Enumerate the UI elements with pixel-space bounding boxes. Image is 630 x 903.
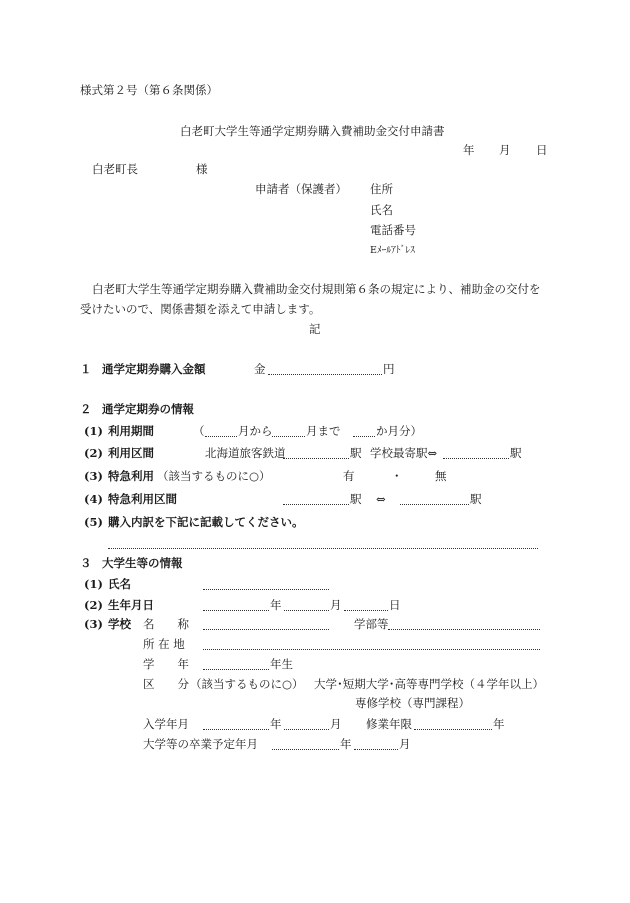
school-number: (3) — [84, 617, 103, 631]
applicant-name-label: 氏名 — [370, 203, 393, 217]
school-address-blank[interactable] — [203, 649, 540, 650]
ki-heading: 記 — [309, 322, 321, 336]
route-station1-suffix: 駅 — [350, 446, 362, 460]
student-name-number: (1) — [84, 577, 103, 591]
school-name-blank[interactable] — [203, 629, 329, 630]
route-label: 利用区間 — [108, 446, 154, 460]
section1-title: 通学定期券購入金額 — [102, 362, 206, 376]
grade-blank[interactable] — [203, 669, 269, 670]
express-route-station2-suffix: 駅 — [470, 492, 482, 506]
enroll-label: 入学年月 — [143, 717, 189, 731]
express-route-arrow: ⇔ — [376, 492, 386, 506]
category-option-university[interactable]: 大学･短期大学･高等専門学校（４学年以上） — [314, 677, 544, 691]
addressee-name: 白老町長 — [92, 162, 138, 176]
birth-label: 生年月日 — [108, 598, 154, 612]
section3-title: 大学生等の情報 — [102, 556, 183, 570]
birth-day-blank[interactable] — [344, 610, 388, 611]
breakdown-label: 購入内訳を下記に記載してください。 — [108, 515, 304, 529]
birth-month-label: 月 — [330, 598, 342, 612]
period-label: 利用期間 — [108, 424, 154, 438]
school-name-label: 名 称 — [143, 617, 189, 631]
period-open-paren: （ — [193, 424, 205, 438]
category-note: （該当するものに○） — [190, 677, 304, 691]
birth-year-blank[interactable] — [203, 610, 269, 611]
addressee-honorific: 様 — [196, 162, 208, 176]
period-months-label: か月分） — [376, 424, 422, 438]
applicant-address-label: 住所 — [370, 182, 393, 196]
body-text-line1: 白老町大学生等通学定期券購入費補助金交付規則第６条の規定により、補助金の交付を — [92, 282, 541, 296]
section1-yen: 円 — [383, 362, 395, 376]
graduation-year-unit: 年 — [340, 737, 352, 751]
study-years-unit: 年 — [493, 717, 505, 731]
period-to-label: 月まで — [306, 424, 341, 438]
body-text-line2: 受けたいので、関係書類を添えて申請します。 — [80, 302, 321, 316]
section3-number: ３ — [80, 556, 92, 570]
express-yes-option[interactable]: 有 — [343, 469, 355, 483]
study-years-label: 修業年限 — [366, 717, 412, 731]
date-day-label: 日 — [536, 143, 548, 157]
express-route-to-blank[interactable] — [400, 504, 469, 505]
express-route-label: 特急利用区間 — [108, 492, 177, 506]
enroll-month-unit: 月 — [330, 717, 342, 731]
section2-number: ２ — [80, 402, 92, 416]
faculty-blank[interactable] — [388, 629, 540, 630]
faculty-label: 学部等 — [354, 617, 389, 631]
graduation-month-unit: 月 — [399, 737, 411, 751]
grade-unit: 年生 — [270, 657, 293, 671]
breakdown-number: (5) — [84, 515, 103, 529]
grade-label: 学 年 — [143, 657, 189, 671]
enroll-month-blank[interactable] — [284, 729, 329, 730]
date-month-label: 月 — [499, 143, 511, 157]
school-address-label: 所 在 地 — [143, 637, 185, 651]
express-route-from-blank[interactable] — [283, 504, 349, 505]
route-station2-suffix: 駅 — [510, 446, 522, 460]
express-label: 特急利用 — [108, 469, 154, 483]
birth-year-label: 年 — [270, 598, 282, 612]
section1-number: １ — [80, 362, 92, 376]
date-year-label: 年 — [463, 143, 475, 157]
study-years-blank[interactable] — [414, 729, 492, 730]
birth-number: (2) — [84, 598, 103, 612]
breakdown-blank-line[interactable] — [108, 548, 538, 549]
applicant-label: 申請者（保護者） — [255, 182, 347, 196]
school-label: 学校 — [108, 617, 131, 631]
graduation-label: 大学等の卒業予定年月 — [143, 737, 258, 751]
express-route-station1-suffix: 駅 — [350, 492, 362, 506]
form-title: 白老町大学生等通学定期券購入費補助金交付申請書 — [180, 124, 445, 138]
section1-kin: 金 — [254, 362, 266, 376]
category-label: 区 分 — [143, 677, 189, 691]
period-from-blank[interactable] — [205, 436, 237, 437]
route-company: 北海道旅客鉄道 — [205, 446, 286, 460]
student-name-label: 氏名 — [108, 577, 131, 591]
express-separator: ・ — [391, 469, 403, 483]
graduation-month-blank[interactable] — [354, 749, 398, 750]
applicant-email-label: Eﾒｰﾙｱﾄﾞﾚｽ — [370, 245, 415, 256]
route-home-station-blank[interactable] — [283, 458, 349, 459]
route-school-station-blank[interactable] — [443, 458, 509, 459]
period-from-label: 月から — [238, 424, 273, 438]
route-number: (2) — [84, 446, 103, 460]
birth-month-blank[interactable] — [284, 610, 329, 611]
enroll-year-unit: 年 — [270, 717, 282, 731]
graduation-year-blank[interactable] — [272, 749, 339, 750]
student-name-blank[interactable] — [203, 589, 329, 590]
section2-title: 通学定期券の情報 — [102, 402, 194, 416]
enroll-year-blank[interactable] — [203, 729, 269, 730]
period-months-blank[interactable] — [353, 436, 375, 437]
express-note: （該当するものに○） — [157, 469, 271, 483]
amount-blank[interactable] — [268, 374, 382, 375]
category-option-vocational[interactable]: 専修学校（専門課程） — [355, 696, 470, 710]
form-number: 様式第２号（第６条関係） — [80, 83, 218, 97]
period-to-blank[interactable] — [272, 436, 305, 437]
birth-day-label: 日 — [389, 598, 401, 612]
express-route-number: (4) — [84, 492, 103, 506]
express-number: (3) — [84, 469, 103, 483]
applicant-phone-label: 電話番号 — [370, 223, 416, 237]
period-number: (1) — [84, 424, 103, 438]
express-no-option[interactable]: 無 — [435, 469, 447, 483]
route-school-station-label: 学校最寄駅⇔ — [370, 446, 438, 460]
